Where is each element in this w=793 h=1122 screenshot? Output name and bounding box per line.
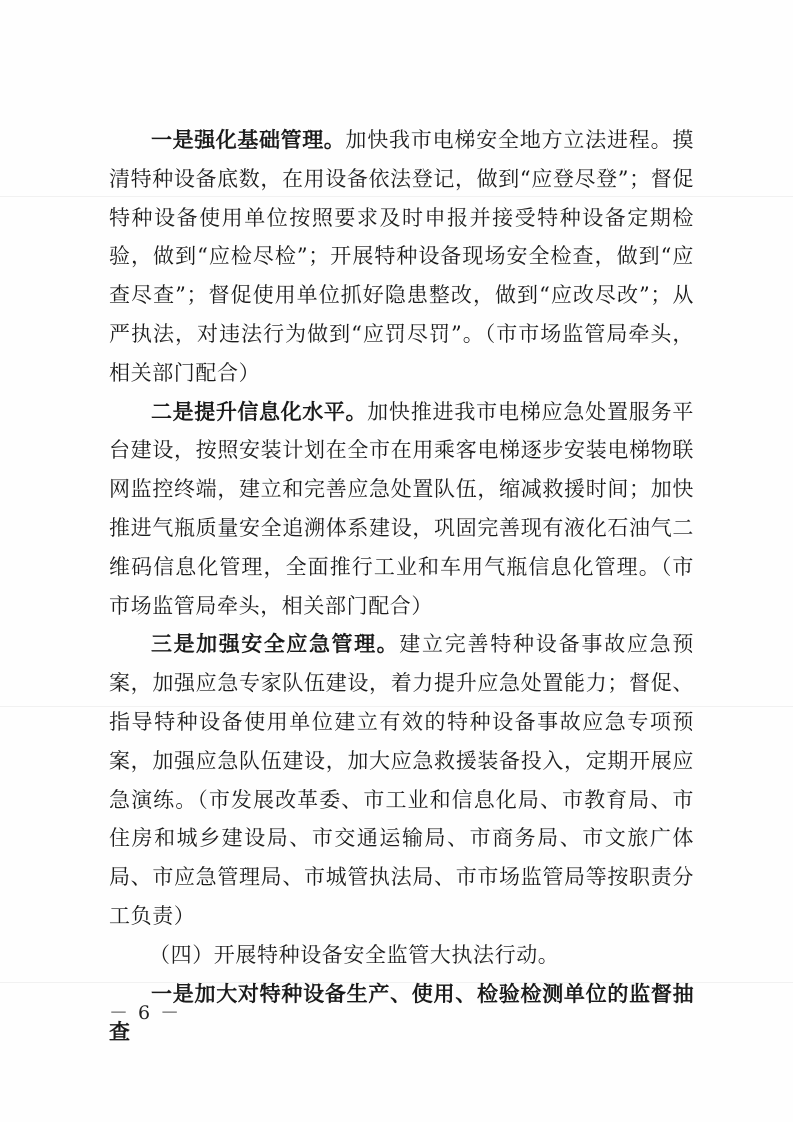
- paragraph-lead: 一是加大对特种设备生产、使用、检验检测单位的监督抽查: [109, 981, 694, 1045]
- paragraph-text: 建立完善特种设备事故应急预案，加强应急专家队伍建设，着力提升应急处置能力；督促、指导特种设备使用单位建立有效的特种设备事故应急专项预案，加强应急队伍建设，加大应急救援装备投入，定期开展应急演练。（市发展改革委、市工业和信息化局、市教育局、市住房和城乡建设局、市交通运输局、市商务局、市文旅广体局、市应急管理局、市城管执法局、市市场监管局等按职责分工负责）: [109, 632, 694, 928]
- paragraph-informatization: [109, 393, 694, 626]
- page-number: － 6 －: [109, 1002, 182, 1024]
- paragraph-lead: 一是强化基础管理。: [151, 128, 346, 152]
- paragraph-lead: 三是加强安全应急管理。: [151, 632, 400, 657]
- paragraph-supervision: [109, 975, 694, 1053]
- paragraph-text: 加快推进我市电梯应急处置服务平台建设，按照安装计划在全市在用乘客电梯逐步安装电梯物联网监控终端，建立和完善应急处置队伍，缩减救援时间；加快推进气瓶质量安全追溯体系建设，巩固完善现有液化石油气二维码信息化管理，全面推行工业和车用气瓶信息化管理。（市市场监管局牵头，相关部门配合）: [109, 399, 695, 618]
- section-heading: （四）开展特种设备安全监管大执法行动。: [149, 942, 560, 967]
- paragraph-text: 加快我市电梯安全地方立法进程。摸清特种设备底数，在用设备依法登记，做到“应登尽登”；督促特种设备使用单位按照要求及时申报并接受特种设备定期检验，做到“应检尽检”；开展特种设备现场安全检查，做到“应查尽查”；督促使用单位抓好隐患整改，做到“应改尽改”；从严执法，对违法行为做到“应罚尽罚”。（市市场监管局牵头，相关部门配合）: [109, 128, 694, 385]
- paragraph-basic-management: [109, 121, 694, 393]
- paragraph-lead: 二是提升信息化水平。: [151, 399, 368, 424]
- paragraph-emergency-management: [109, 625, 694, 935]
- document-body: [109, 121, 694, 1052]
